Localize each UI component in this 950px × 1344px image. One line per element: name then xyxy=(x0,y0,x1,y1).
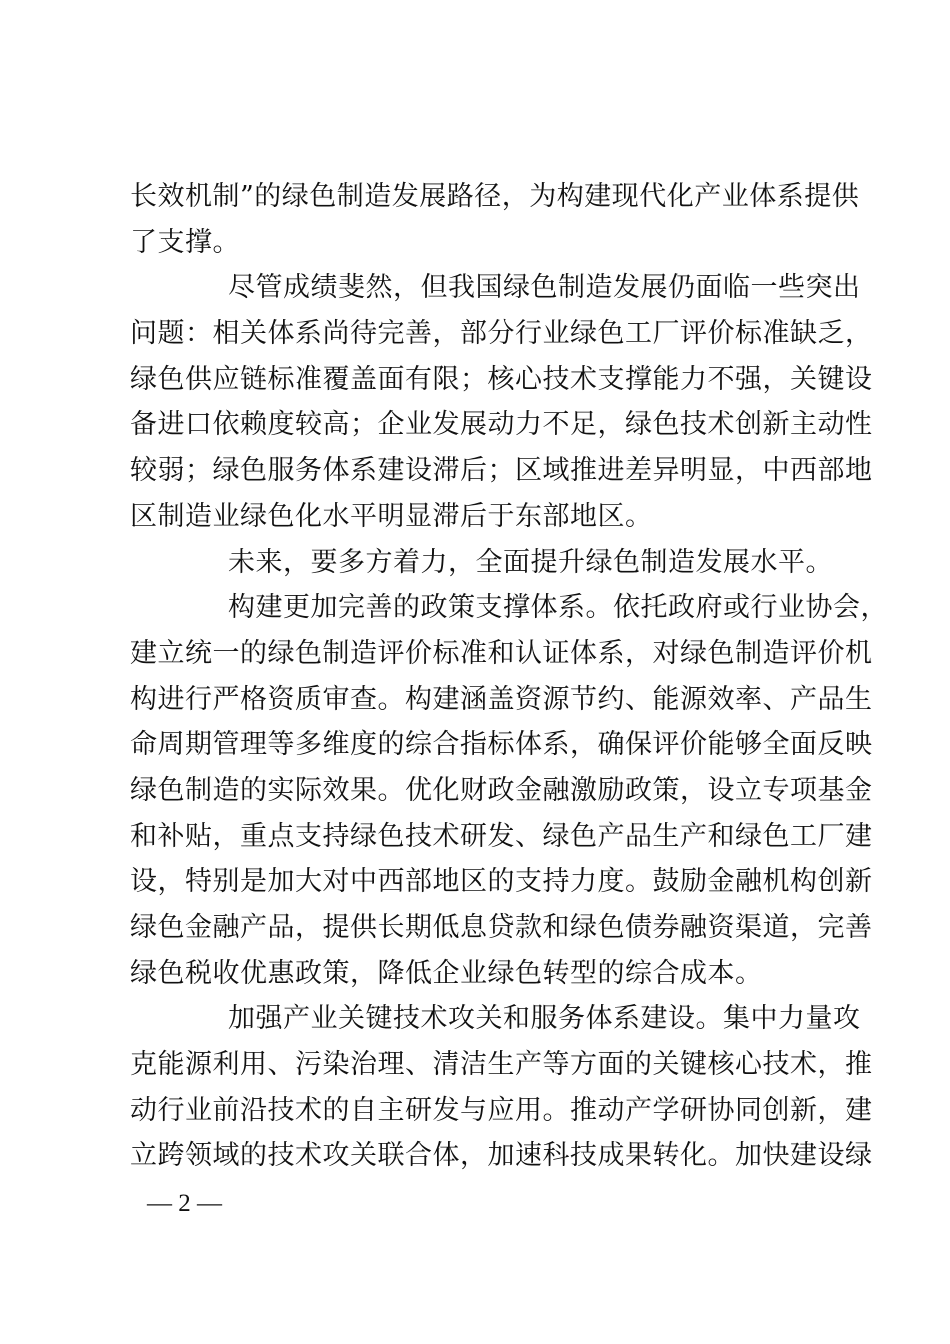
paragraph-start-line: 尽管成绩斐然，但我国绿色制造发展仍面临一些突出 xyxy=(228,272,861,304)
text-line: 绿色供应链标准覆盖面有限；核心技术支撑能力不强，关键设 xyxy=(130,363,873,395)
text-line: 绿色税收优惠政策，降低企业绿色转型的综合成本。 xyxy=(130,957,763,989)
text-line: 克能源利用、污染治理、清洁生产等方面的关键核心技术，推 xyxy=(130,1049,873,1081)
paragraph-start-line: 加强产业关键技术攻关和服务体系建设。集中力量攻 xyxy=(228,1003,861,1035)
text-line: 绿色金融产品，提供长期低息贷款和绿色债券融资渠道，完善 xyxy=(130,912,873,943)
text-line: 建立统一的绿色制造评价标准和认证体系，对绿色制造评价机 xyxy=(130,637,873,669)
text-line: 问题：相关体系尚待完善，部分行业绿色工厂评价标准缺乏， xyxy=(130,318,873,350)
text-line: 较弱；绿色服务体系建设滞后；区域推进差异明显，中西部地 xyxy=(130,455,873,487)
text-line: 区制造业绿色化水平明显滞后于东部地区。 xyxy=(130,500,653,532)
paragraph-start-line: 未来，要多方着力，全面提升绿色制造发展水平。 xyxy=(228,546,833,578)
text-line: 动行业前沿技术的自主研发与应用。推动产学研协同创新，建 xyxy=(130,1094,873,1126)
text-line: 立跨领域的技术攻关联合体，加速科技成果转化。加快建设绿 xyxy=(130,1140,873,1172)
text-line: 了支撑。 xyxy=(130,226,240,258)
page-number: — 2 — xyxy=(147,1190,222,1217)
text-line: 设，特别是加大对中西部地区的支持力度。鼓励金融机构创新 xyxy=(130,866,873,898)
text-line: 和补贴，重点支持绿色技术研发、绿色产品生产和绿色工厂建 xyxy=(130,820,873,852)
paragraph-start-line: 构建更加完善的政策支撑体系。依托政府或行业协会， xyxy=(228,592,888,624)
body-text xyxy=(130,174,888,1179)
text-line: 备进口依赖度较高；企业发展动力不足，绿色技术创新主动性 xyxy=(130,409,873,441)
text-line: 长效机制”的绿色制造发展路径，为构建现代化产业体系提供 xyxy=(130,181,860,212)
text-line: 绿色制造的实际效果。优化财政金融激励政策，设立专项基金 xyxy=(130,774,873,806)
text-line: 构进行严格资质审查。构建涵盖资源节约、能源效率、产品生 xyxy=(130,683,873,715)
text-line: 命周期管理等多维度的综合指标体系，确保评价能够全面反映 xyxy=(130,729,873,761)
